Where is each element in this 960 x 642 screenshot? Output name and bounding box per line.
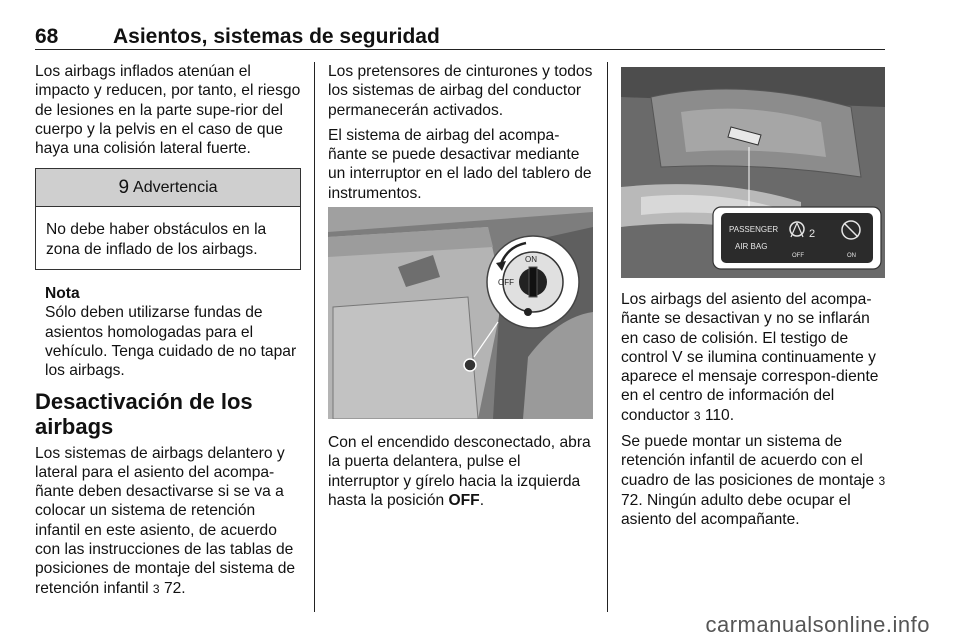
- page-number: 68: [35, 25, 59, 48]
- procedure-period: .: [479, 491, 485, 509]
- paragraph-pretensioners: Los pretensores de cinturones y todos los sistemas de airbag del conductor permanecerán activados.: [328, 63, 593, 119]
- warning-triangle-icon: 9: [118, 177, 130, 199]
- panel-airbag-label: AIR BAG: [735, 242, 768, 251]
- watermark: carmanualsonline.info: [705, 612, 930, 637]
- panel-off-label: OFF: [792, 253, 804, 259]
- page-reference-icon: 3: [878, 473, 886, 488]
- passenger-airbag-indicator-figure: [621, 67, 885, 278]
- child-seat-text: Se puede montar un sistema de retención infantil de acuerdo con el cuadro de las posiciones de montaje: [621, 433, 875, 489]
- column-right: [621, 290, 887, 536]
- page-reference: 72.: [163, 579, 186, 597]
- paragraph-child-seat: [621, 432, 887, 529]
- paragraph-switch-location: El sistema de airbag del acompa-ñante se puede desactivar mediante un interruptor en el lado del tablero de instrumentos.: [328, 126, 592, 202]
- panel-on-label: ON: [847, 253, 856, 259]
- warning-box: [35, 168, 301, 270]
- page-reference: 72.: [621, 491, 643, 509]
- section-text: Los sistemas de airbags delantero y lateral para el asiento del acompa-ñante deben desactivarse si se va a colocar un sistema de retención infantil en este asiento, de acuerdo con las instrucciones de las tablas de posiciones de montaje del sistema de retención infantil: [35, 444, 296, 597]
- deactivated-text-cont: se ilumina continuamente y aparece el mensaje correspon-diente en el centro de información del conductor: [621, 348, 879, 424]
- section-title: Desactivación de los airbags: [35, 388, 253, 439]
- column-divider-right: [607, 62, 608, 612]
- warning-header: [36, 169, 300, 207]
- column-divider-left: [314, 62, 315, 612]
- child-seat-text-cont: Ningún adulto debe ocupar el asiento del acompañante.: [621, 491, 851, 529]
- page-reference-icon: 3: [693, 408, 701, 423]
- section-paragraph: [35, 444, 301, 599]
- page-reference: 110.: [704, 406, 735, 424]
- column-middle: [328, 62, 594, 209]
- page-header: [35, 25, 885, 50]
- switch-on-label: ON: [525, 255, 537, 264]
- note-text: Sólo deben utilizarse fundas de asientos homologadas para el vehículo. Tenga cuidado de no tapar los airbags.: [45, 304, 297, 380]
- procedure-text: Con el encendido desconectado, abra la puerta delantera, pulse el interruptor y gírelo hacia la izquierda hasta la posición: [328, 434, 591, 509]
- overhead-console-illustration: [621, 67, 885, 278]
- note-title: Nota: [45, 285, 80, 303]
- intro-paragraph: Los airbags inflados atenúan el impacto y reducen, por tanto, el riesgo de lesiones en la parte supe-rior del cuerpo y la pelvis en el caso de que haya una colisión lateral fuerte.: [35, 63, 301, 158]
- warning-text: No debe haber obstáculos en la zona de inflado de los airbags.: [46, 221, 267, 258]
- page-title: Asientos, sistemas de seguridad: [113, 25, 440, 48]
- column-middle-lower: [328, 433, 594, 516]
- paragraph-switch-procedure: [328, 433, 594, 510]
- note-block: [35, 284, 301, 380]
- switch-off-label: OFF: [498, 278, 514, 287]
- airbag-off-indicator-icon: V: [672, 348, 683, 366]
- airbag-switch-figure: [328, 207, 593, 419]
- column-left: [35, 62, 301, 605]
- panel-passenger-label: PASSENGER: [729, 225, 779, 234]
- off-position-label: OFF: [448, 491, 480, 509]
- deactivated-text: Los airbags del asiento del acompa-ñante se desactivan y no se inflarán en caso de colisión. El testigo de control: [621, 291, 872, 366]
- svg-text:2: 2: [809, 228, 816, 240]
- paragraph-airbags-deactivated: [621, 290, 887, 426]
- page-reference-icon: 3: [152, 581, 160, 596]
- warning-title: Advertencia: [133, 179, 218, 197]
- airbag-switch-illustration: [328, 207, 593, 419]
